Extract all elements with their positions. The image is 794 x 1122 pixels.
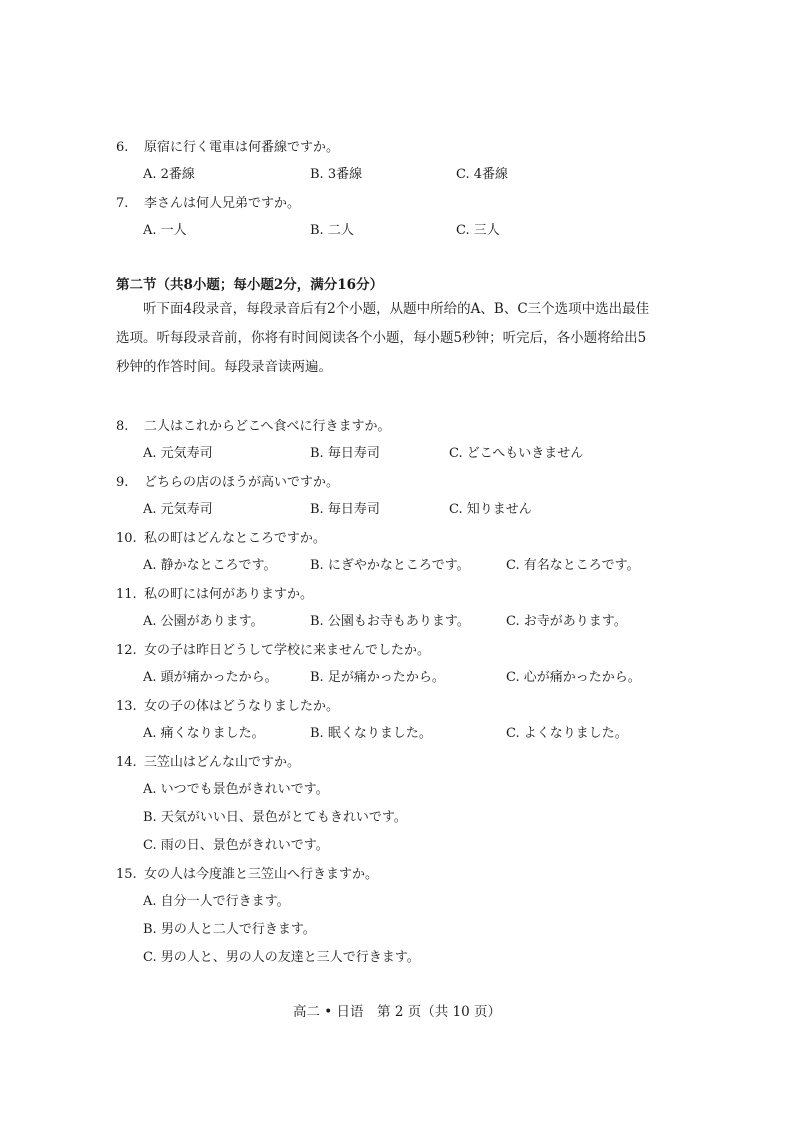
option-a: A. いつでも景色がきれいです。 [143,782,329,797]
question-text: 原宿に行く電車は何番線ですか。 [144,140,340,155]
option-c: C. お寺があります。 [506,614,627,629]
question-text: 李さんは何人兄弟ですか。 [144,196,301,211]
question-6 [116,136,339,155]
question-number: 6. [116,140,129,155]
option-c: C. 雨の日、景色がきれいです。 [143,838,329,853]
option-b: B. 男の人と二人で行きます。 [143,922,316,937]
option-a: A. 公園があります。 [143,614,264,629]
option-a: A. 2番線 [143,167,195,182]
option-c: C. 有名なところです。 [506,558,640,573]
question-number: 7. [116,196,129,211]
question-text: 私の町には何がありますか。 [144,587,314,602]
question-number: 10. [116,531,137,546]
question-text: どちらの店のほうが高いですか。 [144,475,340,490]
question-number: 12. [116,643,137,658]
question-7 [116,192,300,211]
question-number: 11. [116,587,137,602]
question-8 [116,415,390,434]
option-a: A. 元気寿司 [143,502,213,517]
option-b: B. 天気がいい日、景色がとてもきれいです。 [143,810,407,825]
option-b: B. 二人 [310,223,354,238]
question-number: 15. [116,867,137,882]
option-c: C. 三人 [456,223,500,238]
question-text: 私の町はどんなところですか。 [144,531,326,546]
option-b: B. 足が痛かったから。 [310,670,445,685]
option-a: A. 自分一人で行きます。 [143,894,290,909]
option-b: B. 毎日寿司 [310,446,380,461]
section-line-3: 秒钟的作答时间。每段录音读两遍。 [116,359,332,375]
question-number: 14. [116,755,137,770]
option-c: C. どこへもいきません [449,446,584,461]
option-a: A. 痛くなりました。 [143,726,265,741]
question-number: 8. [116,419,129,434]
question-15 [116,863,378,882]
option-c: C. 知りません [449,502,532,517]
question-text: 女の子は昨日どうして学校に来ませんでしたか。 [144,643,431,658]
question-text: 女の子の体はどうなりましたか。 [144,699,340,714]
question-9 [116,471,339,490]
question-text: 女の人は今度誰と三笠山へ行きますか。 [144,867,379,882]
option-b: B. にぎやかなところです。 [310,558,470,573]
question-text: 二人はこれからどこへ食べに行きますか。 [144,419,391,434]
section-title: 第二节（共8小题；每小题2分，满分16分） [116,277,384,293]
question-10 [116,527,326,546]
option-a: A. 元気寿司 [143,446,213,461]
option-a: A. 頭が痛かったから。 [143,670,278,685]
option-b: B. 公園もお寺もあります。 [310,614,470,629]
option-a: A. 静かなところです。 [143,558,277,573]
question-12 [116,639,430,658]
page-footer: 高二 • 日语 第 2 页（共 10 页） [293,1004,501,1020]
option-b: B. 3番線 [310,167,363,182]
question-text: 三笠山はどんな山ですか。 [144,755,301,770]
option-c: C. よくなりました。 [506,726,628,741]
option-a: A. 一人 [143,223,187,238]
option-c: C. 男の人と、男の人の友達と三人で行きます。 [143,950,420,965]
option-b: B. 毎日寿司 [310,502,380,517]
question-number: 9. [116,475,129,490]
section-line-2: 选项。听每段录音前，你将有时间阅读各个小题，每小题5秒钟；听完后，各小题将给出5 [116,330,647,346]
question-13 [116,695,339,714]
option-c: C. 心が痛かったから。 [506,670,641,685]
question-11 [116,583,313,602]
question-number: 13. [116,699,137,714]
question-14 [116,751,300,770]
section-line-1: 听下面4段录音，每段录音后有2个小题，从题中所给的A、B、C三个选项中选出最佳 [143,301,650,317]
option-c: C. 4番線 [456,167,509,182]
option-b: B. 眠くなりました。 [310,726,432,741]
